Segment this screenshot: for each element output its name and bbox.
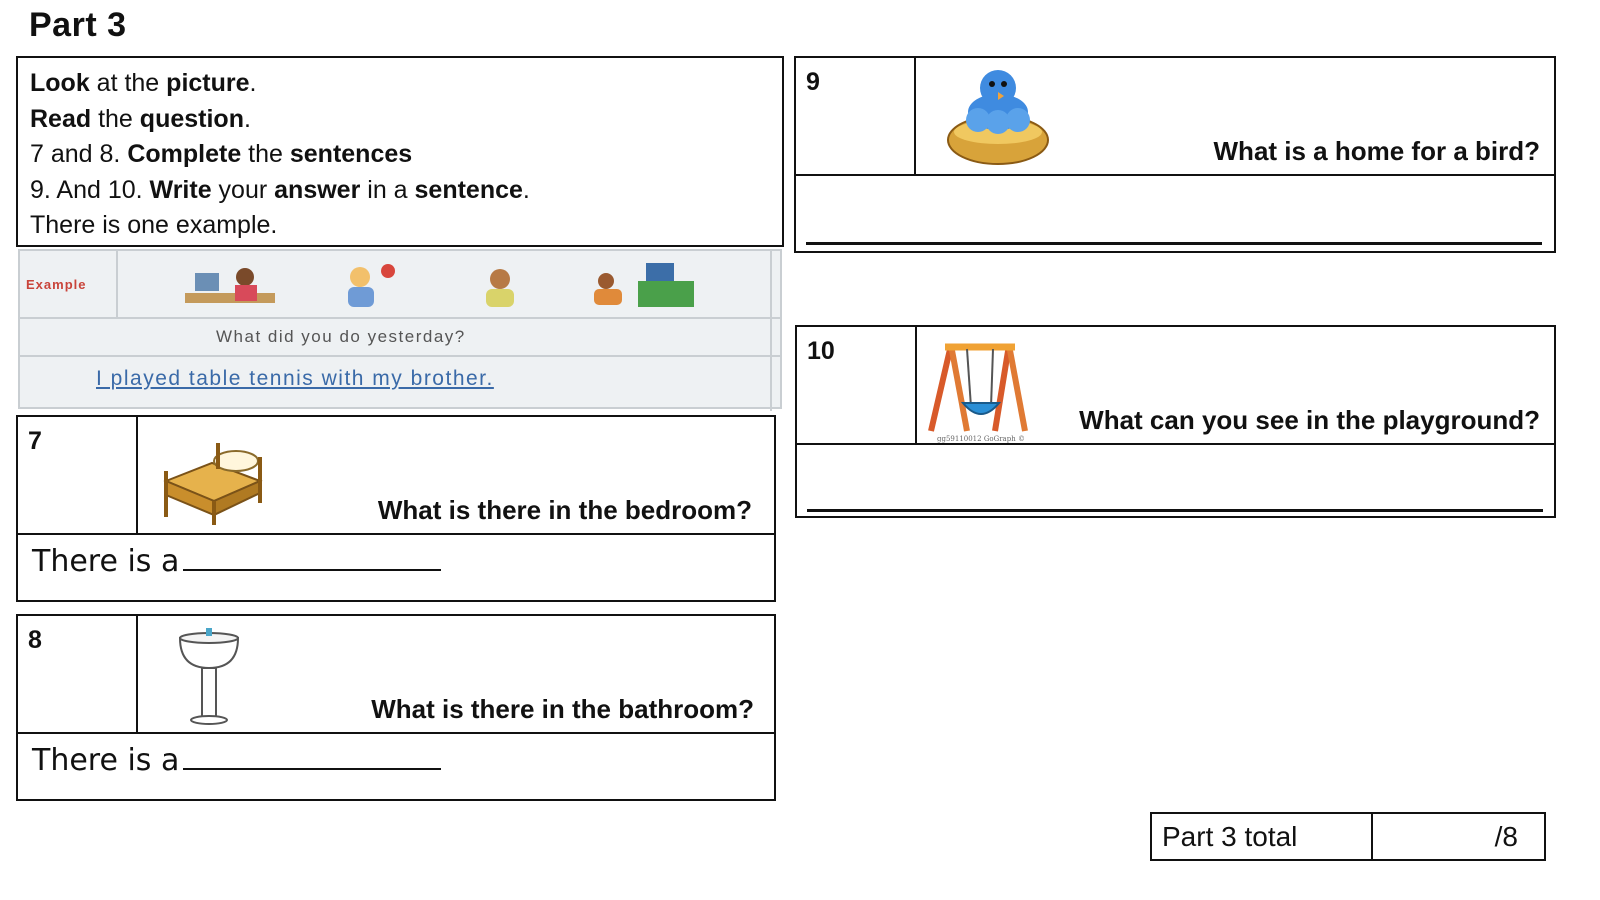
instruction-line-3: 7 and 8. Complete the sentences [30,140,413,168]
bed-icon [156,435,266,527]
example-answer: I played table tennis with my brother. [96,367,494,390]
swing-icon [921,335,1031,441]
example-strip [18,249,782,409]
answer-blank[interactable] [183,740,441,770]
example-question: What did you do yesterday? [216,327,466,346]
answer-blank[interactable] [183,541,441,571]
instruction-line-4: 9. And 10. Write your answer in a sentence. [30,175,530,204]
child-computer-icon [175,263,285,311]
bird-nest-icon [942,62,1054,170]
answer-rule[interactable] [807,509,1543,512]
question-number: 7 [28,427,42,455]
instruction-line-1: Look at the picture. [30,69,257,97]
question-9-box [794,56,1556,253]
page-title: Part 3 [29,6,127,44]
answer-line: There is a [32,541,441,579]
sink-icon [174,624,244,726]
instructions-box [16,56,784,247]
question-number: 8 [28,626,42,654]
image-caption: gg59110012 GoGraph © [937,435,1025,443]
total-score: /8 [1494,821,1518,852]
question-10-box [795,325,1556,518]
question-text: What can you see in the playground? [1079,405,1540,435]
answer-rule[interactable] [806,242,1542,245]
question-number: 9 [806,68,820,96]
question-text: What is there in the bedroom? [377,495,752,525]
total-box [1150,812,1546,861]
total-label: Part 3 total [1162,821,1298,852]
instruction-line-5: There is one example. [30,211,278,239]
instruction-line-2: Read the question. [30,104,251,133]
child-phone-icon [460,263,540,311]
question-8-box [16,614,776,801]
question-7-box [16,415,776,602]
question-text: What is a home for a bird? [1213,136,1540,166]
question-number: 10 [807,337,835,365]
question-text: What is there in the bathroom? [371,694,754,724]
child-tv-icon [580,259,700,311]
answer-line: There is a [32,740,441,778]
example-label: Example [26,277,87,292]
child-ball-icon [320,261,420,311]
